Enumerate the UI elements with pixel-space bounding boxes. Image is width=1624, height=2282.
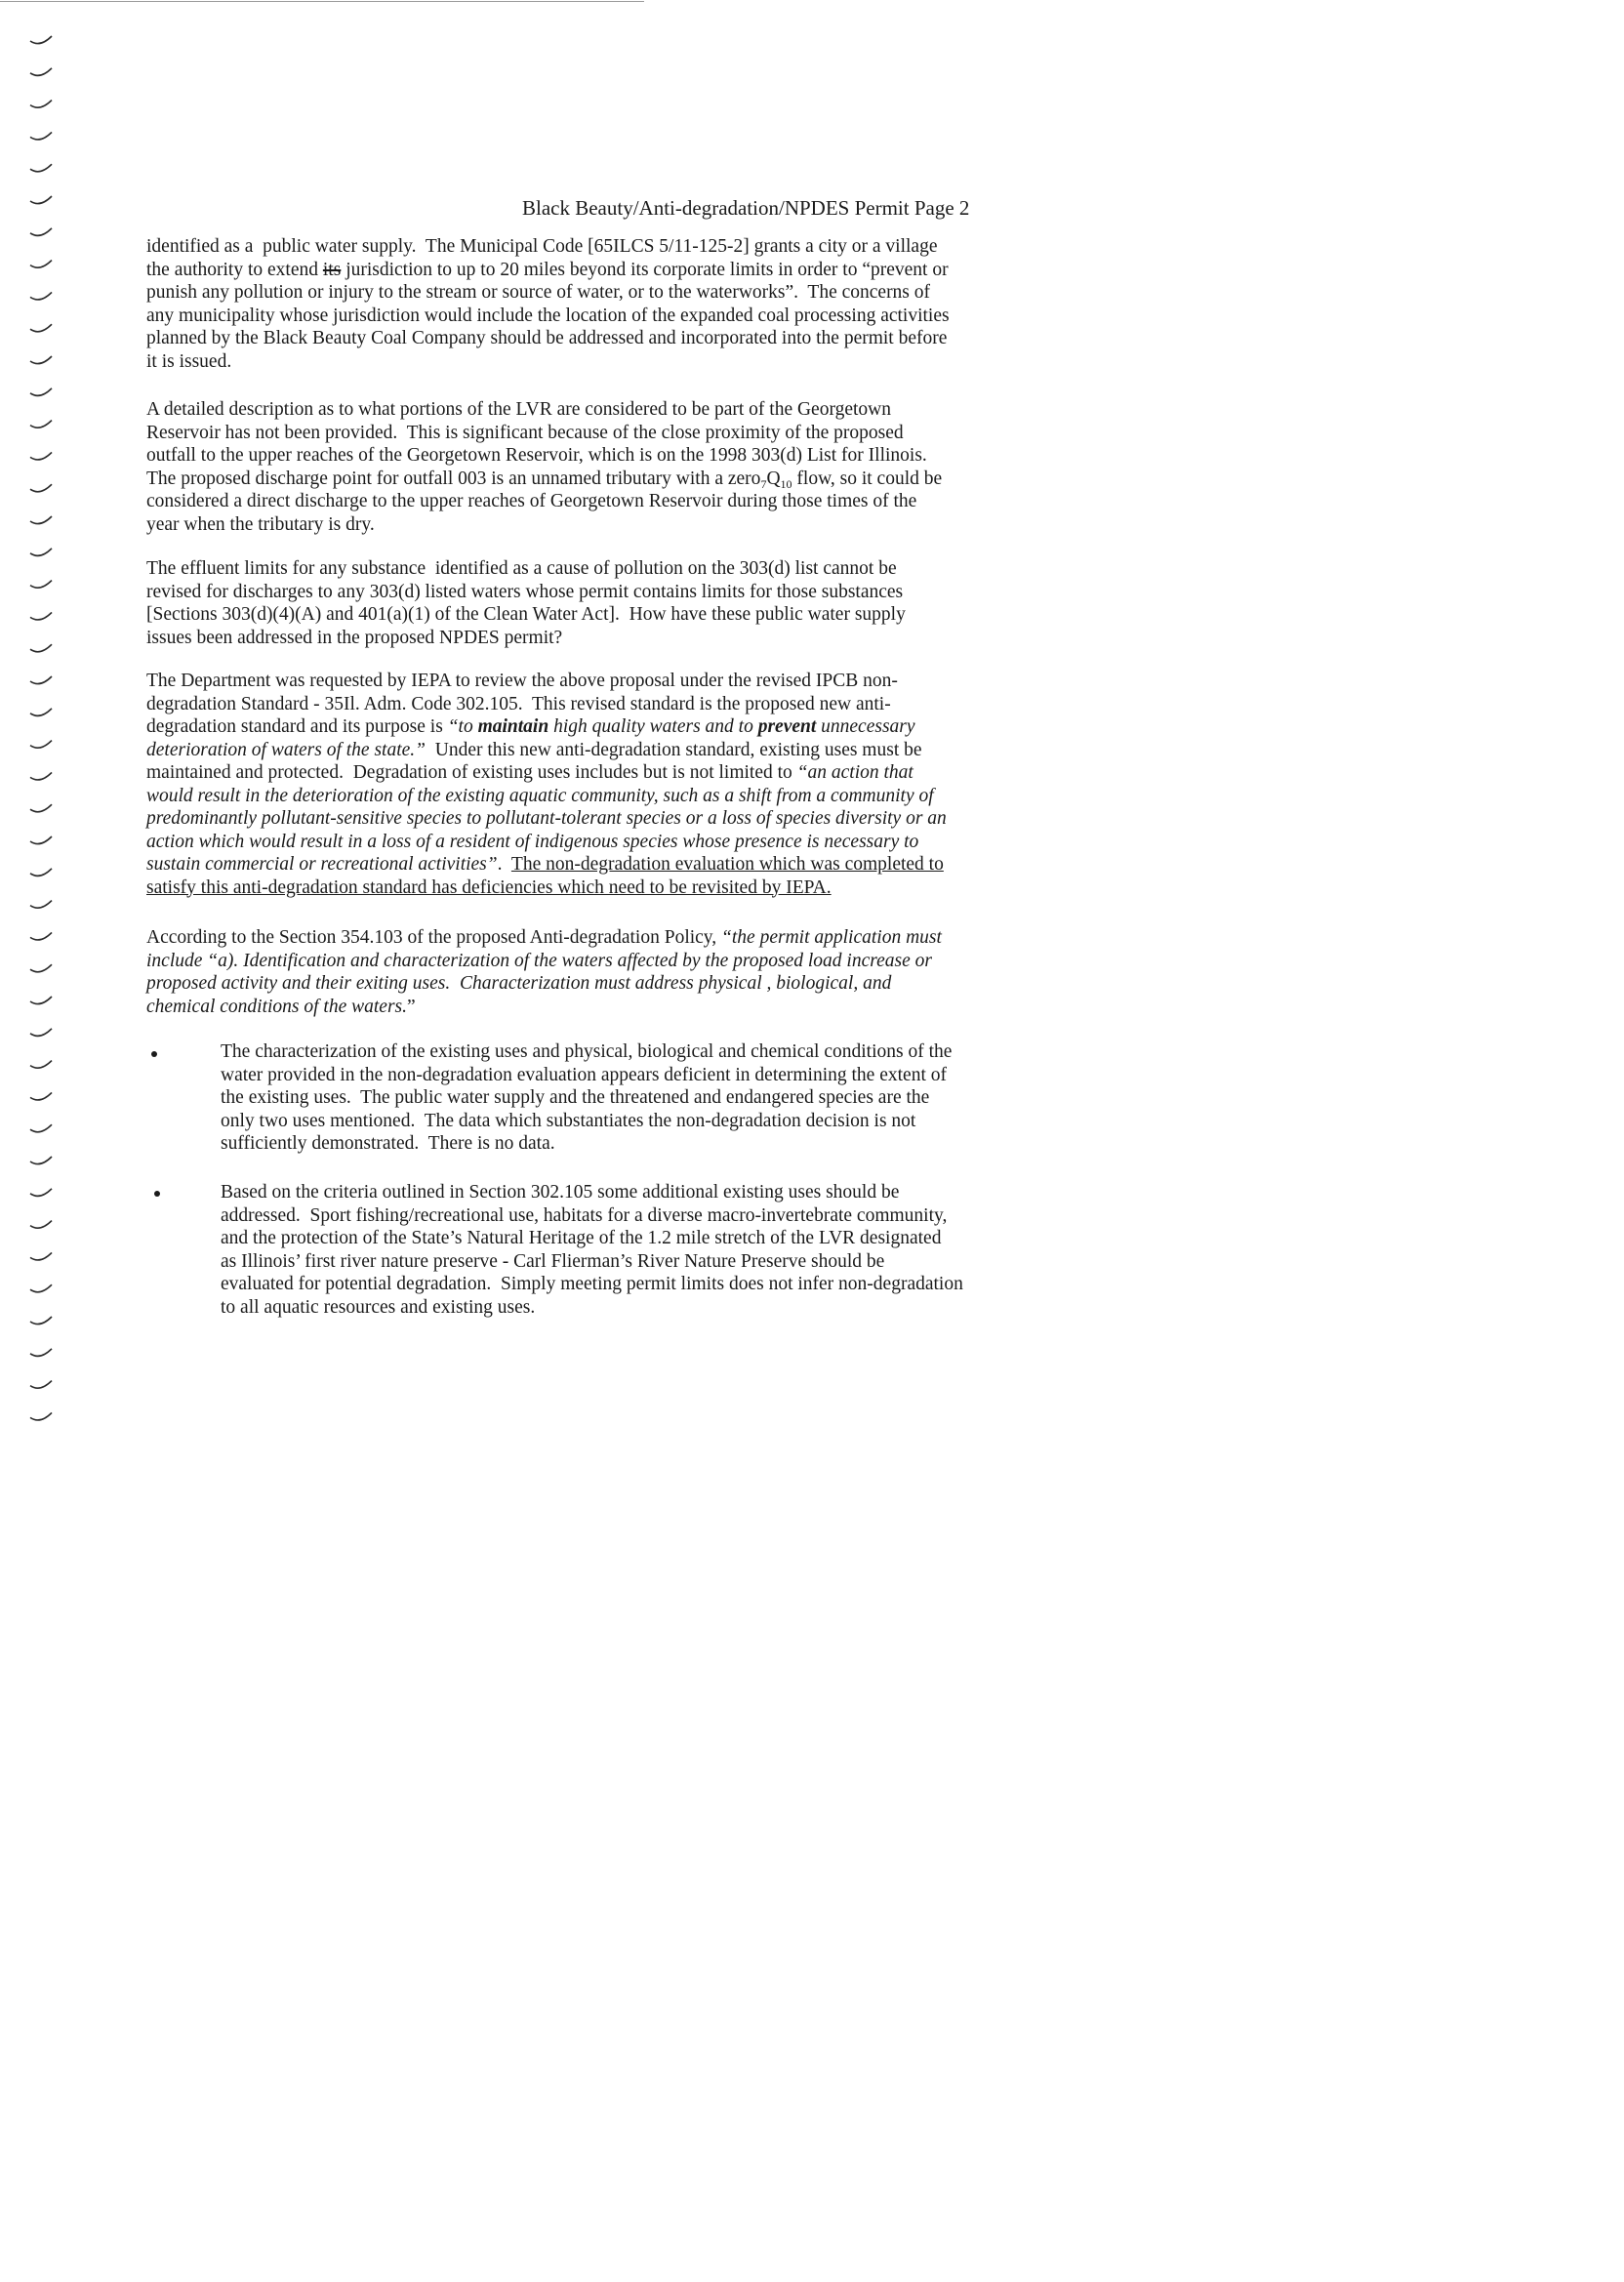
text-line: The Department was requested by IEPA to review the above proposal under the revised IPCB non-	[146, 671, 898, 691]
text-line: considered a direct discharge to the upper reaches of Georgetown Reservoir during those times of the	[146, 491, 917, 511]
paragraph-section-354-103	[146, 926, 942, 1018]
text-line: to all aquatic resources and existing uses.	[221, 1296, 536, 1318]
text-line: year when the tributary is dry.	[146, 513, 375, 535]
margin-punch-mark	[30, 612, 52, 620]
margin-punch-mark	[30, 388, 52, 396]
margin-punch-mark	[30, 709, 52, 716]
quoted-text: sustain commercial or recreational activities”	[146, 854, 498, 875]
margin-punch-mark	[30, 901, 52, 909]
paragraph-anti-degradation-standard	[146, 670, 947, 899]
text-span: jurisdiction to up to 20 miles beyond its corporate limits in order to “prevent or	[341, 259, 949, 280]
quoted-text-line: predominantly pollutant-sensitive species to pollutant-tolerant species or a loss of species diversity or an	[146, 808, 947, 829]
paragraph-georgetown-reservoir	[146, 398, 942, 536]
margin-punch-mark	[30, 964, 52, 972]
subscript: 7	[760, 476, 767, 491]
text-line: punish any pollution or injury to the stream or source of water, or to the waterworks”. The concerns of	[146, 282, 931, 303]
text-line	[146, 926, 942, 950]
quoted-text: “an action that	[796, 762, 914, 783]
text-span: maintained and protected. Degradation of existing uses includes but is not limited to	[146, 762, 797, 783]
paragraph-effluent-limits	[146, 557, 906, 649]
quoted-text: chemical conditions of the waters.	[146, 996, 408, 1017]
quoted-text-line: proposed activity and their exiting uses. Characterization must address physical , biological, and	[146, 973, 892, 994]
text-line	[146, 739, 947, 762]
text-span: Under this new anti-degradation standard, existing uses must be	[426, 739, 922, 760]
text-line	[146, 715, 947, 739]
emphasized-text: maintain	[477, 716, 549, 737]
margin-punch-mark	[30, 1412, 52, 1420]
text-line	[146, 761, 947, 785]
margin-punch-mark	[30, 36, 52, 44]
quoted-text: high quality waters and to	[548, 716, 758, 737]
scan-edge-line	[0, 1, 644, 2]
paragraph-municipal-code	[146, 235, 950, 373]
margin-punch-mark	[30, 324, 52, 332]
margin-punch-mark	[30, 581, 52, 589]
text-span: degradation standard and its purpose is	[146, 716, 448, 737]
margin-punch-mark	[30, 1284, 52, 1292]
margin-punch-mark	[30, 452, 52, 460]
text-line: and the protection of the State’s Natural Heritage of the 1.2 mile stretch of the LVR designated	[221, 1228, 942, 1248]
text-line: evaluated for potential degradation. Simply meeting permit limits does not infer non-degradation	[221, 1274, 963, 1294]
text-line: The characterization of the existing uses and physical, biological and chemical conditions of the	[221, 1041, 953, 1062]
margin-punch-mark	[30, 644, 52, 652]
quoted-text-line: include “a). Identification and characterization of the waters affected by the proposed load increase or	[146, 950, 932, 971]
text-span: .	[497, 854, 511, 875]
quoted-text-line: action which would result in a loss of a resident of indigenous species whose presence is necessary to	[146, 831, 919, 852]
text-line	[146, 853, 947, 876]
underlined-text-line: satisfy this anti-degradation standard has deficiencies which need to be revisited by IEPA.	[146, 876, 832, 898]
margin-punch-mark	[30, 1157, 52, 1164]
quoted-text: “to	[447, 716, 478, 737]
text-line	[146, 259, 950, 282]
margin-punch-mark	[30, 516, 52, 524]
bullet-additional-existing-uses	[221, 1181, 963, 1319]
margin-punch-mark	[30, 869, 52, 876]
text-line: only two uses mentioned. The data which substantiates the non-degradation decision is not	[221, 1110, 916, 1131]
margin-punch-mark	[30, 549, 52, 556]
margin-punch-mark	[30, 356, 52, 364]
text-line: water provided in the non-degradation evaluation appears deficient in determining the extent of	[221, 1064, 947, 1085]
text-line: planned by the Black Beauty Coal Company should be addressed and incorporated into the permit before	[146, 328, 948, 348]
margin-punch-mark	[30, 997, 52, 1004]
subscript: 10	[780, 476, 792, 491]
margin-punch-mark	[30, 1349, 52, 1357]
quoted-text: unnecessary	[816, 716, 915, 737]
text-line: The effluent limits for any substance identified as a cause of pollution on the 303(d) list cannot be	[146, 558, 897, 579]
margin-punch-mark	[30, 676, 52, 684]
quoted-text: deterioration of waters of the state.”	[146, 739, 426, 760]
margin-punch-mark	[30, 484, 52, 492]
text-line: outfall to the upper reaches of the Georgetown Reservoir, which is on the 1998 303(d) List for Illinois.	[146, 445, 927, 466]
text-line: as Illinois’ first river nature preserve - Carl Flierman’s River Nature Preserve should be	[221, 1250, 885, 1272]
margin-punch-mark	[30, 1317, 52, 1324]
margin-punch-mark	[30, 772, 52, 780]
margin-punch-mark	[30, 164, 52, 172]
text-span: The proposed discharge point for outfall 003 is an unnamed tributary with a zero	[146, 468, 761, 489]
margin-punch-mark	[30, 261, 52, 268]
bullet-icon	[151, 1051, 157, 1057]
text-line: sufficiently demonstrated. There is no data.	[221, 1133, 555, 1154]
text-span: Q	[766, 468, 781, 489]
text-line: any municipality whose jurisdiction would include the location of the expanded coal processing activities	[146, 305, 950, 326]
text-span: the authority to extend	[146, 259, 323, 280]
text-line: [Sections 303(d)(4)(A) and 401(a)(1) of the Clean Water Act]. How have these public water supply	[146, 604, 906, 625]
margin-punch-mark	[30, 421, 52, 428]
margin-punch-mark	[30, 101, 52, 108]
margin-punch-mark	[30, 196, 52, 204]
text-line: Based on the criteria outlined in Section 302.105 some additional existing uses should be	[221, 1182, 900, 1202]
margin-punch-mark	[30, 132, 52, 140]
text-line: identified as a public water supply. The Municipal Code [65ILCS 5/11-125-2] grants a city or a village	[146, 236, 938, 257]
quoted-text-line: would result in the deterioration of the existing aquatic community, such as a shift from a community of	[146, 785, 934, 806]
text-line: degradation Standard - 35Il. Adm. Code 302.105. This revised standard is the proposed new anti-	[146, 693, 891, 714]
bullet-icon	[154, 1191, 160, 1197]
margin-punch-mark	[30, 1221, 52, 1229]
margin-punch-mark	[30, 292, 52, 300]
text-line: A detailed description as to what portions of the LVR are considered to be part of the Georgetown	[146, 399, 892, 420]
text-span: ”	[407, 996, 416, 1017]
margin-punch-mark	[30, 932, 52, 940]
margin-punch-mark	[30, 1092, 52, 1100]
text-line	[146, 996, 942, 1019]
margin-punch-mark	[30, 1381, 52, 1389]
bullet-existing-uses-characterization	[221, 1040, 952, 1156]
punch-hole-margin	[0, 0, 68, 1464]
text-line	[146, 468, 942, 491]
text-line: Reservoir has not been provided. This is significant because of the close proximity of the proposed	[146, 422, 904, 443]
underlined-text: The non-degradation evaluation which was completed to	[510, 854, 944, 875]
text-span: flow, so it could be	[792, 468, 943, 489]
margin-punch-mark	[30, 1061, 52, 1069]
margin-punch-mark	[30, 68, 52, 76]
margin-punch-mark	[30, 1189, 52, 1197]
emphasized-text: prevent	[757, 716, 817, 737]
margin-punch-mark	[30, 228, 52, 236]
text-line: it is issued.	[146, 350, 232, 372]
page-header: Black Beauty/Anti-degradation/NPDES Permit Page 2	[522, 196, 970, 220]
text-line: addressed. Sport fishing/recreational use, habitats for a diverse macro-invertebrate community,	[221, 1204, 948, 1226]
margin-punch-mark	[30, 1029, 52, 1037]
struck-text: its	[322, 259, 342, 280]
margin-punch-mark	[30, 804, 52, 812]
text-line: the existing uses. The public water supply and the threatened and endangered species are the	[221, 1087, 930, 1108]
text-line: issues been addressed in the proposed NPDES permit?	[146, 627, 563, 648]
margin-punch-mark	[30, 1124, 52, 1132]
text-span: According to the Section 354.103 of the proposed Anti-degradation Policy,	[146, 927, 722, 948]
text-line: revised for discharges to any 303(d) listed waters whose permit contains limits for those substances	[146, 581, 904, 602]
margin-punch-mark	[30, 836, 52, 844]
margin-punch-mark	[30, 1252, 52, 1260]
margin-punch-mark	[30, 741, 52, 749]
quoted-text: “the permit application must	[721, 927, 942, 948]
